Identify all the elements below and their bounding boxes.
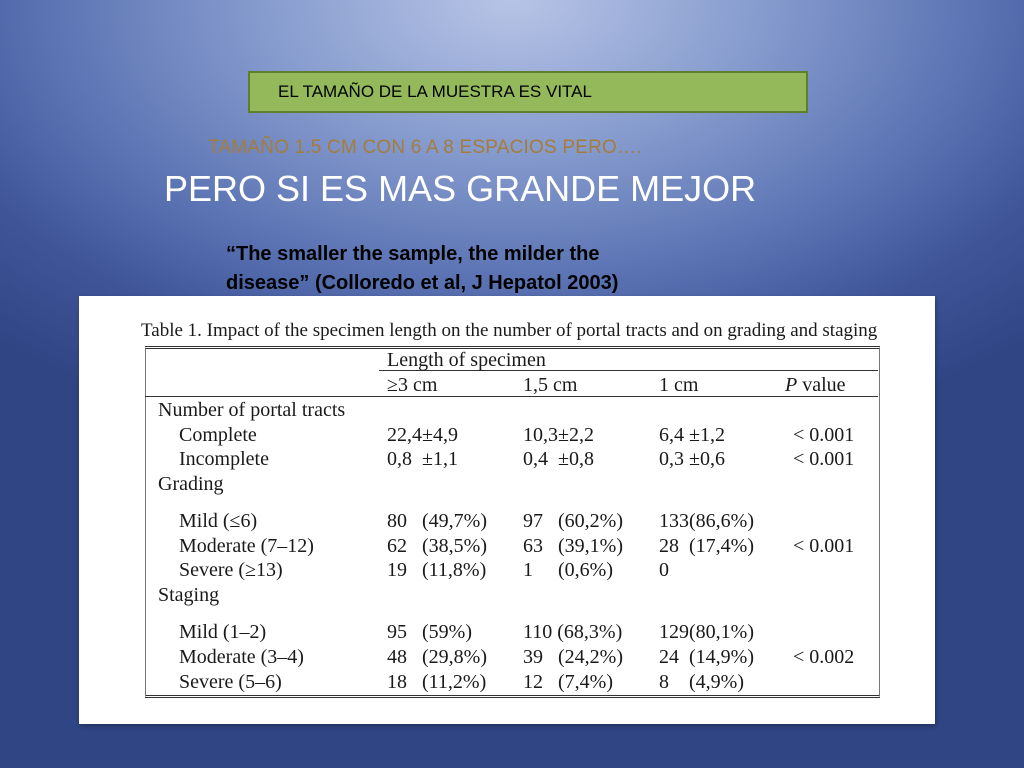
cell-staging-p: < 0.002 (793, 646, 855, 668)
quote-line-2: disease” (Colloredo et al, J Hepatol 2003) (226, 272, 619, 294)
cell-grading-severe-1-5cm: 1 (0,6%) (523, 559, 613, 581)
group-header: Length of specimen (387, 349, 546, 371)
cell-complete-1-5cm: 10,3±2,2 (523, 424, 594, 446)
column-header-rule (145, 396, 878, 397)
row-label-complete: Complete (179, 424, 257, 446)
section-grading: Grading (158, 473, 224, 495)
cell-staging-moderate-1-5cm: 39 (24,2%) (523, 646, 623, 668)
row-label-grading-severe: Severe (≥13) (179, 559, 283, 581)
row-label-incomplete: Incomplete (179, 448, 269, 470)
cell-staging-severe-1cm: 8 (4,9%) (659, 671, 744, 693)
citation-quote (226, 240, 746, 298)
subtitle: TAMAÑO 1.5 CM CON 6 A 8 ESPACIOS PERO…. (208, 137, 642, 158)
column-header-3cm: ≥3 cm (387, 374, 438, 396)
column-header-1cm: 1 cm (659, 374, 699, 396)
row-label-staging-moderate: Moderate (3–4) (179, 646, 304, 668)
cell-incomplete-3cm: 0,8 ±1,1 (387, 448, 458, 470)
cell-incomplete-1-5cm: 0,4 ±0,8 (523, 448, 594, 470)
cell-grading-mild-1-5cm: 97 (60,2%) (523, 510, 623, 532)
cell-complete-1cm: 6,4 ±1,2 (659, 424, 725, 446)
column-header-p-value (785, 373, 846, 397)
cell-grading-severe-1cm: 0 (659, 559, 669, 581)
column-header-1-5cm: 1,5 cm (523, 374, 578, 396)
cell-staging-mild-1cm: 129(80,1%) (659, 621, 754, 643)
cell-staging-severe-3cm: 18 (11,2%) (387, 671, 487, 693)
cell-staging-moderate-3cm: 48 (29,8%) (387, 646, 487, 668)
cell-complete-3cm: 22,4±4,9 (387, 424, 458, 446)
p-letter: P (785, 374, 798, 396)
section-portal-tracts: Number of portal tracts (158, 399, 346, 421)
cell-staging-mild-1-5cm: 110 (68,3%) (523, 621, 623, 643)
cell-staging-severe-1-5cm: 12 (7,4%) (523, 671, 613, 693)
row-label-grading-mild: Mild (≤6) (179, 510, 258, 532)
cell-staging-moderate-1cm: 24 (14,9%) (659, 646, 754, 668)
p-value-label: value (797, 374, 846, 396)
quote-line-1: “The smaller the sample, the milder the (226, 243, 600, 265)
row-label-staging-severe: Severe (5–6) (179, 671, 282, 693)
cell-grading-mild-1cm: 133(86,6%) (659, 510, 754, 532)
cell-incomplete-1cm: 0,3 ±0,6 (659, 448, 725, 470)
cell-grading-mild-3cm: 80 (49,7%) (387, 510, 487, 532)
title-banner (248, 71, 808, 113)
table-image (79, 296, 935, 724)
cell-grading-moderate-1-5cm: 63 (39,1%) (523, 535, 623, 557)
table-caption: Table 1. Impact of the specimen length on the number of portal tracts and on grading and staging (141, 320, 878, 341)
cell-grading-moderate-3cm: 62 (38,5%) (387, 535, 487, 557)
cell-grading-p: < 0.001 (793, 535, 855, 557)
cell-grading-severe-3cm: 19 (11,8%) (387, 559, 487, 581)
headline: PERO SI ES MAS GRANDE MEJOR (164, 168, 757, 209)
cell-staging-mild-3cm: 95 (59%) (387, 621, 472, 643)
cell-complete-p: < 0.001 (793, 424, 855, 446)
cell-grading-moderate-1cm: 28 (17,4%) (659, 535, 754, 557)
cell-incomplete-p: < 0.001 (793, 448, 855, 470)
section-staging: Staging (158, 584, 220, 606)
row-label-staging-mild: Mild (1–2) (179, 621, 267, 643)
title-banner-text: EL TAMAÑO DE LA MUESTRA ES VITAL (278, 82, 592, 101)
row-label-grading-moderate: Moderate (7–12) (179, 535, 314, 557)
